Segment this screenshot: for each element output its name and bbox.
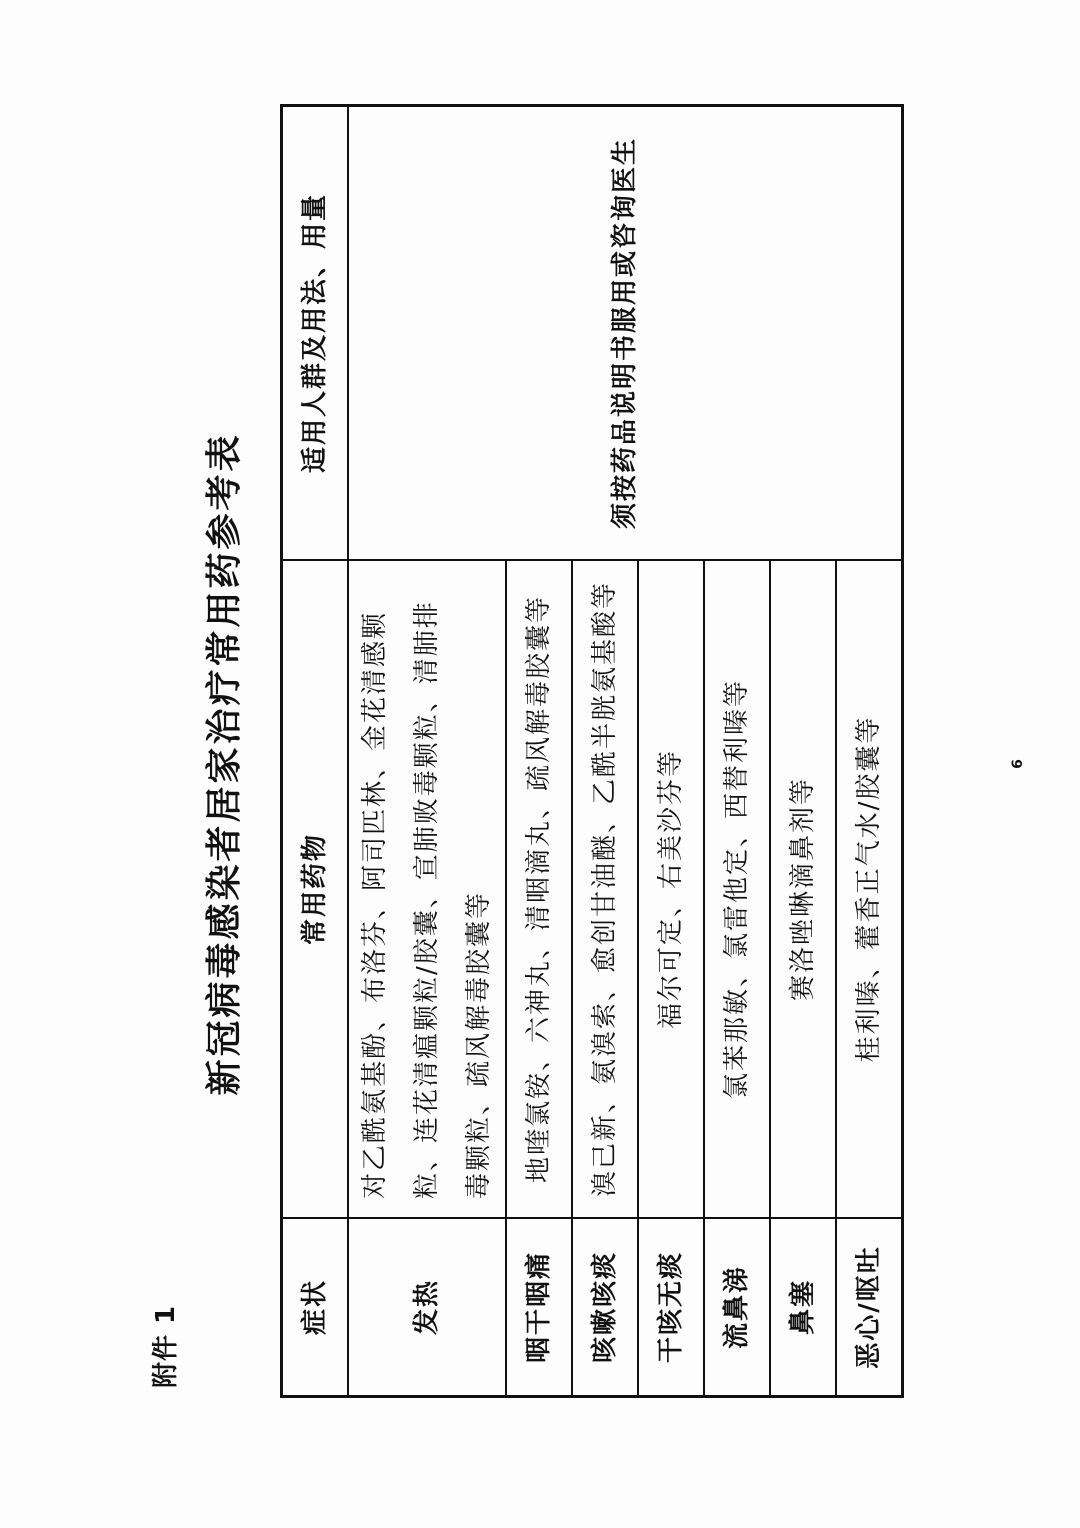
symptom-cell: 鼻塞: [770, 1218, 836, 1397]
symptom-cell: 恶心/呕吐: [836, 1218, 903, 1397]
symptom-cell: 咽干咽痛: [506, 1218, 572, 1397]
table-row: [348, 106, 506, 1397]
medicines-cell: 赛洛唑啉滴鼻剂等: [770, 560, 836, 1218]
medicines-cell: 对乙酰氨基酚、布洛芬、阿司匹林、金花清感颗粒、连花清瘟颗粒/胶囊、宣肺败毒颗粒、清肺排毒颗粒、疏风解毒胶囊等: [348, 560, 506, 1218]
medicines-cell: 福尔可定、右美沙芬等: [638, 560, 704, 1218]
medicines-cell: 溴己新、氨溴索、愈创甘油醚、乙酰半胱氨基酸等: [572, 560, 638, 1218]
attachment-label: 附件 1: [151, 1304, 181, 1388]
symptom-cell: 干咳无痰: [638, 1218, 704, 1397]
symptom-cell: 发热: [348, 1218, 506, 1397]
table-header-row: [282, 106, 349, 1397]
symptom-cell: 咳嗽咳痰: [572, 1218, 638, 1397]
medicines-cell: 地喹氯铵、六神丸、清咽滴丸、疏风解毒胶囊等: [506, 560, 572, 1218]
usage-note-cell: 须按药品说明书服用或咨询医生: [348, 106, 903, 561]
header-medicines: 常用药物: [282, 560, 349, 1218]
medicines-cell: 桂利嗪、藿香正气水/胶囊等: [836, 560, 903, 1218]
symptom-cell: 流鼻涕: [704, 1218, 770, 1397]
header-symptom: 症状: [282, 1218, 349, 1397]
medication-table: [280, 104, 904, 1398]
page-number: 6: [1010, 759, 1026, 769]
medicines-cell: 氯苯那敏、氯雷他定、西替利嗪等: [704, 560, 770, 1218]
header-usage: 适用人群及用法、用量: [282, 106, 349, 561]
document-title: 新冠病毒感染者居家治疗常用药参考表: [203, 432, 245, 1096]
